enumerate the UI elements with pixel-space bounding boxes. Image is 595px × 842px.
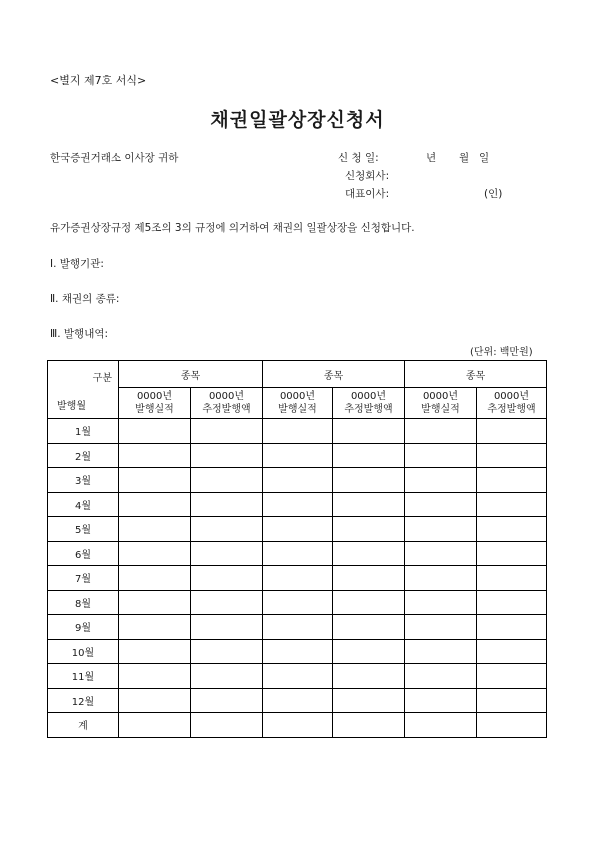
empty-entry-cell[interactable] — [477, 590, 547, 615]
corner-bottom-label: 발행월 — [57, 401, 86, 412]
empty-entry-cell[interactable] — [263, 517, 333, 542]
table-row — [48, 664, 547, 689]
empty-entry-cell[interactable] — [333, 492, 405, 517]
empty-entry-cell[interactable] — [263, 664, 333, 689]
empty-entry-cell[interactable] — [119, 615, 191, 640]
ceo-label: 대표이사: — [345, 188, 390, 200]
empty-entry-cell[interactable] — [477, 566, 547, 591]
year-label: 년 — [426, 152, 437, 164]
empty-entry-cell[interactable] — [405, 615, 477, 640]
table-row — [48, 468, 547, 493]
table-row — [48, 517, 547, 542]
empty-entry-cell[interactable] — [263, 615, 333, 640]
empty-entry-cell[interactable] — [263, 468, 333, 493]
empty-entry-cell[interactable] — [191, 468, 263, 493]
unit-note: (단위: 백만원) — [470, 347, 533, 358]
application-date-label: 신 청 일: — [338, 152, 379, 164]
table-row — [48, 713, 547, 738]
table-row — [48, 590, 547, 615]
table-row — [48, 443, 547, 468]
empty-entry-cell[interactable] — [191, 713, 263, 738]
table-row — [48, 419, 547, 444]
subheader-label: 추정발행액 — [202, 404, 251, 415]
table-row — [48, 615, 547, 640]
empty-entry-cell[interactable] — [477, 713, 547, 738]
empty-entry-cell[interactable] — [119, 541, 191, 566]
form-number: <별지 제7호 서식> — [50, 74, 147, 87]
subheader-cell — [191, 388, 263, 419]
empty-entry-cell[interactable] — [191, 443, 263, 468]
empty-entry-cell[interactable] — [191, 590, 263, 615]
empty-entry-cell[interactable] — [333, 664, 405, 689]
empty-entry-cell[interactable] — [119, 443, 191, 468]
empty-entry-cell[interactable] — [477, 517, 547, 542]
empty-entry-cell[interactable] — [263, 419, 333, 444]
group-header: 종목 — [119, 361, 263, 388]
month-label: 1월 — [48, 419, 119, 444]
empty-entry-cell[interactable] — [263, 713, 333, 738]
subheader-year: 0000년 — [493, 391, 530, 402]
empty-entry-cell[interactable] — [333, 615, 405, 640]
addressee: 한국증권거래소 이사장 귀하 — [50, 152, 179, 164]
subheader-label: 발행실적 — [135, 404, 174, 415]
subheader-cell — [477, 388, 547, 419]
subheader-label: 추정발행액 — [487, 404, 536, 415]
empty-entry-cell[interactable] — [477, 419, 547, 444]
statement-text: 유가증권상장규정 제5조의 3의 규정에 의거하여 채권의 일괄상장을 신청합니다. — [50, 222, 415, 234]
empty-entry-cell[interactable] — [263, 590, 333, 615]
subheader-label: 발행실적 — [278, 404, 317, 415]
empty-entry-cell[interactable] — [477, 468, 547, 493]
subheader-cell — [333, 388, 405, 419]
empty-entry-cell[interactable] — [119, 713, 191, 738]
empty-entry-cell[interactable] — [333, 443, 405, 468]
empty-entry-cell[interactable] — [191, 639, 263, 664]
empty-entry-cell[interactable] — [191, 615, 263, 640]
empty-entry-cell[interactable] — [333, 590, 405, 615]
empty-entry-cell[interactable] — [405, 492, 477, 517]
month-label: 7월 — [48, 566, 119, 591]
empty-entry-cell[interactable] — [477, 492, 547, 517]
empty-entry-cell[interactable] — [477, 688, 547, 713]
empty-entry-cell[interactable] — [191, 517, 263, 542]
empty-entry-cell[interactable] — [477, 443, 547, 468]
empty-entry-cell[interactable] — [263, 688, 333, 713]
month-label: 3월 — [48, 468, 119, 493]
empty-entry-cell[interactable] — [263, 541, 333, 566]
group-header: 종목 — [405, 361, 547, 388]
subheader-cell — [263, 388, 333, 419]
empty-entry-cell[interactable] — [477, 639, 547, 664]
empty-entry-cell[interactable] — [333, 541, 405, 566]
subheader-cell — [405, 388, 477, 419]
month-label: 5월 — [48, 517, 119, 542]
empty-entry-cell[interactable] — [405, 688, 477, 713]
empty-entry-cell[interactable] — [119, 590, 191, 615]
empty-entry-cell[interactable] — [191, 688, 263, 713]
month-label: 12월 — [48, 688, 119, 713]
month-label: 월 — [459, 152, 470, 164]
empty-entry-cell[interactable] — [405, 517, 477, 542]
section-issuer: Ⅰ. 발행기관: — [50, 258, 104, 270]
empty-entry-cell[interactable] — [191, 541, 263, 566]
subheader-year: 0000년 — [422, 391, 459, 402]
month-label: 9월 — [48, 615, 119, 640]
empty-entry-cell[interactable] — [191, 664, 263, 689]
empty-entry-cell[interactable] — [477, 541, 547, 566]
month-label: 계 — [48, 713, 119, 738]
empty-entry-cell[interactable] — [263, 492, 333, 517]
empty-entry-cell[interactable] — [119, 517, 191, 542]
empty-entry-cell[interactable] — [191, 419, 263, 444]
empty-entry-cell[interactable] — [119, 566, 191, 591]
application-info — [338, 150, 558, 204]
empty-entry-cell[interactable] — [405, 443, 477, 468]
empty-entry-cell[interactable] — [333, 639, 405, 664]
empty-entry-cell[interactable] — [405, 664, 477, 689]
empty-entry-cell[interactable] — [119, 688, 191, 713]
section-bond-type: Ⅱ. 채권의 종류: — [50, 293, 120, 305]
empty-entry-cell[interactable] — [119, 419, 191, 444]
month-label: 11월 — [48, 664, 119, 689]
month-label: 8월 — [48, 590, 119, 615]
group-header: 종목 — [263, 361, 405, 388]
empty-entry-cell[interactable] — [119, 492, 191, 517]
table-row — [48, 688, 547, 713]
subheader-year: 0000년 — [279, 391, 316, 402]
empty-entry-cell[interactable] — [333, 517, 405, 542]
ceo-row — [338, 186, 558, 204]
empty-entry-cell[interactable] — [191, 492, 263, 517]
table-row — [48, 541, 547, 566]
table-row — [48, 639, 547, 664]
month-label: 6월 — [48, 541, 119, 566]
application-date-row — [338, 150, 558, 168]
table-corner-cell — [48, 361, 119, 419]
applicant-company-row — [338, 168, 558, 186]
table-row — [48, 492, 547, 517]
empty-entry-cell[interactable] — [333, 468, 405, 493]
empty-entry-cell[interactable] — [405, 419, 477, 444]
empty-entry-cell[interactable] — [405, 468, 477, 493]
month-label: 10월 — [48, 639, 119, 664]
empty-entry-cell[interactable] — [263, 639, 333, 664]
empty-entry-cell[interactable] — [333, 419, 405, 444]
empty-entry-cell[interactable] — [405, 590, 477, 615]
empty-entry-cell[interactable] — [477, 615, 547, 640]
document-title: 채권일괄상장신청서 — [210, 109, 385, 131]
empty-entry-cell[interactable] — [119, 639, 191, 664]
empty-entry-cell[interactable] — [405, 639, 477, 664]
subheader-year: 0000년 — [350, 391, 387, 402]
empty-entry-cell[interactable] — [333, 713, 405, 738]
empty-entry-cell[interactable] — [119, 664, 191, 689]
subheader-label: 발행실적 — [421, 404, 460, 415]
seal-mark: (인) — [484, 188, 503, 200]
section-issuance-details: Ⅲ. 발행내역: — [50, 328, 109, 340]
month-label: 4월 — [48, 492, 119, 517]
corner-top-label: 구분 — [92, 373, 112, 384]
empty-entry-cell[interactable] — [405, 541, 477, 566]
applicant-company-label: 신청회사: — [345, 170, 390, 182]
empty-entry-cell[interactable] — [119, 468, 191, 493]
table-row — [48, 566, 547, 591]
subheader-year: 0000년 — [208, 391, 245, 402]
subheader-label: 추정발행액 — [344, 404, 393, 415]
empty-entry-cell[interactable] — [333, 688, 405, 713]
empty-entry-cell[interactable] — [191, 566, 263, 591]
subheader-year: 0000년 — [136, 391, 173, 402]
empty-entry-cell[interactable] — [333, 566, 405, 591]
empty-entry-cell[interactable] — [405, 566, 477, 591]
day-label: 일 — [479, 152, 490, 164]
month-label: 2월 — [48, 443, 119, 468]
empty-entry-cell[interactable] — [477, 664, 547, 689]
empty-entry-cell[interactable] — [405, 713, 477, 738]
empty-entry-cell[interactable] — [263, 443, 333, 468]
empty-entry-cell[interactable] — [263, 566, 333, 591]
subheader-cell — [119, 388, 191, 419]
issuance-table — [47, 360, 547, 738]
